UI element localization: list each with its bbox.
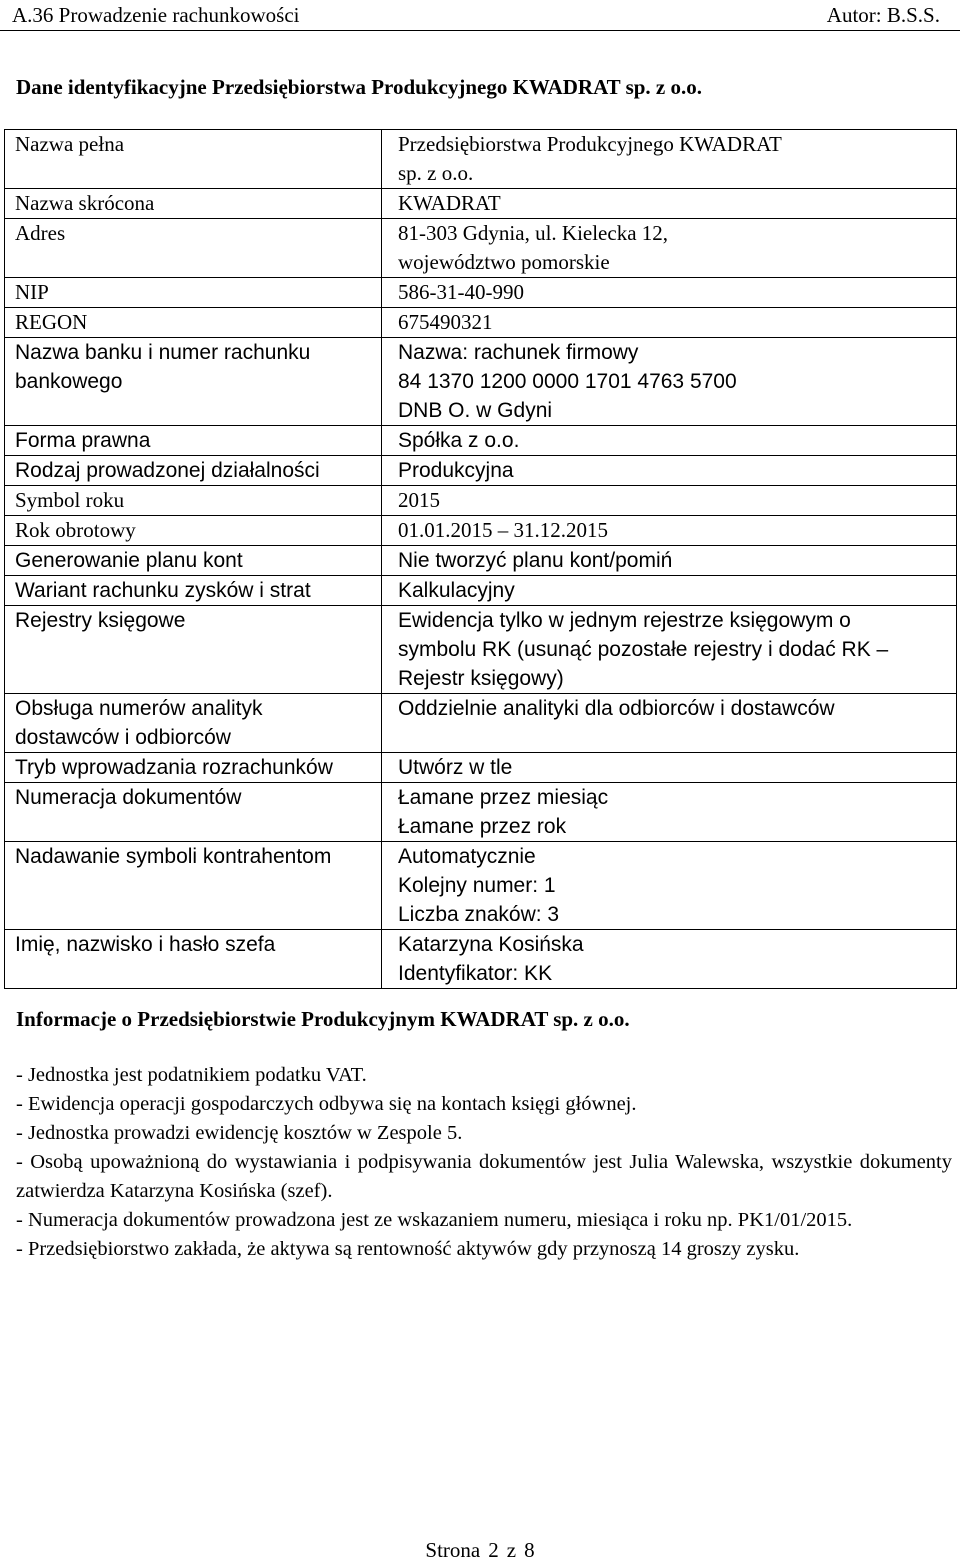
field-value: Rejestr księgowy): [398, 667, 564, 690]
field-label: Tryb wprowadzania rozrachunków: [15, 756, 333, 779]
field-label: Nazwa skrócona: [15, 191, 155, 215]
field-label-cell: [5, 219, 382, 278]
table-row: [5, 486, 957, 516]
table-row: [5, 278, 957, 308]
note-item: - Ewidencja operacji gospodarczych odbywa się na kontach księgi głównej.: [16, 1093, 637, 1115]
page-header: [0, 0, 960, 31]
note-item: - Numeracja dokumentów prowadzona jest ze wskazaniem numeru, miesiąca i roku np. PK1/01/2015.: [16, 1209, 853, 1231]
field-label-cell: [5, 516, 382, 546]
field-label-cell: [5, 694, 382, 753]
field-value-cell: [382, 308, 957, 338]
field-value-cell: [382, 694, 957, 753]
field-label: Forma prawna: [15, 429, 151, 452]
field-value: województwo pomorskie: [398, 250, 610, 274]
field-label-cell: [5, 606, 382, 694]
field-label-cell: [5, 753, 382, 783]
field-label: REGON: [15, 310, 88, 334]
note-item: - Jednostka jest podatnikiem podatku VAT.: [16, 1064, 367, 1086]
field-label-cell: [5, 486, 382, 516]
field-value: Nie tworzyć planu kont/pomiń: [398, 549, 673, 572]
field-label: Adres: [15, 221, 66, 245]
field-label: Rok obrotowy: [15, 518, 136, 542]
footer-page-word: Strona: [425, 1538, 481, 1562]
field-value: 01.01.2015 – 31.12.2015: [398, 518, 608, 542]
document-title: Dane identyfikacyjne Przedsiębiorstwa Produkcyjnego KWADRAT sp. z o.o.: [16, 75, 702, 99]
field-value: Identyfikator: KK: [398, 962, 553, 985]
field-label: Nazwa banku i numer rachunku: [15, 341, 311, 364]
notes-list: [16, 1061, 952, 1264]
field-label: Imię, nazwisko i hasło szefa: [15, 933, 276, 956]
field-label-cell: [5, 338, 382, 426]
field-label-cell: [5, 842, 382, 930]
field-label: Numeracja dokumentów: [15, 786, 242, 809]
note-item: - Osobą upoważnioną do wystawiania i podpisywania dokumentów jest Julia Walewska, wszystkie dokumenty zatwierdza Katarzyna Kosińska (szef).: [16, 1151, 952, 1202]
header-course-title: A.36 Prowadzenie rachunkowości: [12, 3, 300, 27]
field-label: Nazwa pełna: [15, 132, 125, 156]
field-value-cell: [382, 130, 957, 189]
field-label: Symbol roku: [15, 488, 125, 512]
field-value: Kalkulacyjny: [398, 579, 515, 602]
field-label-cell: [5, 783, 382, 842]
field-label: NIP: [15, 280, 49, 304]
field-label: Nadawanie symboli kontrahentom: [15, 845, 332, 868]
field-value-cell: [382, 338, 957, 426]
field-value-cell: [382, 486, 957, 516]
field-value: 84 1370 1200 0000 1701 4763 5700: [398, 370, 737, 393]
field-label: dostawców i odbiorców: [15, 726, 231, 749]
field-value: Ewidencja tylko w jednym rejestrze księgowym o: [398, 609, 851, 632]
table-row: [5, 606, 957, 694]
table-row: [5, 130, 957, 189]
field-value-cell: [382, 456, 957, 486]
table-row: [5, 219, 957, 278]
field-label-cell: [5, 130, 382, 189]
table-row: [5, 930, 957, 989]
company-data-table-body: [5, 130, 957, 989]
table-row: [5, 426, 957, 456]
field-value: KWADRAT: [398, 191, 501, 215]
field-label-cell: [5, 426, 382, 456]
field-value: Liczba znaków: 3: [398, 903, 560, 926]
field-value: Produkcyjna: [398, 459, 514, 482]
table-row: [5, 516, 957, 546]
field-value-cell: [382, 842, 957, 930]
field-label-cell: [5, 930, 382, 989]
field-label-cell: [5, 189, 382, 219]
field-value: Przedsiębiorstwa Produkcyjnego KWADRAT: [398, 132, 782, 156]
field-label-cell: [5, 308, 382, 338]
field-value: symbolu RK (usunąć pozostałe rejestry i dodać RK –: [398, 638, 889, 661]
table-row: [5, 189, 957, 219]
table-row: [5, 308, 957, 338]
footer-total-pages: 8: [524, 1538, 535, 1562]
field-value: 81-303 Gdynia, ul. Kielecka 12,: [398, 221, 669, 245]
table-row: [5, 694, 957, 753]
field-value: DNB O. w Gdyni: [398, 399, 553, 422]
field-value-cell: [382, 189, 957, 219]
field-value: Łamane przez rok: [398, 815, 567, 838]
page-footer: [0, 1536, 960, 1565]
company-data-table: [4, 129, 957, 989]
field-label-cell: [5, 278, 382, 308]
note-item: - Jednostka prowadzi ewidencję kosztów w Zespole 5.: [16, 1122, 463, 1144]
field-value: Automatycznie: [398, 845, 536, 868]
table-row: [5, 783, 957, 842]
field-value: 675490321: [398, 310, 493, 334]
section-title: Informacje o Przedsiębiorstwie Produkcyjnym KWADRAT sp. z o.o.: [16, 1007, 630, 1031]
field-value-cell: [382, 753, 957, 783]
field-label: bankowego: [15, 370, 123, 393]
field-value: Spółka z o.o.: [398, 429, 520, 452]
field-value-cell: [382, 219, 957, 278]
field-value-cell: [382, 576, 957, 606]
field-value-cell: [382, 516, 957, 546]
field-value-cell: [382, 278, 957, 308]
table-row: [5, 546, 957, 576]
field-value: Utwórz w tle: [398, 756, 513, 779]
field-value: sp. z o.o.: [398, 161, 474, 185]
field-value: 2015: [398, 488, 440, 512]
field-label: Wariant rachunku zysków i strat: [15, 579, 311, 602]
footer-of-word: z: [506, 1538, 517, 1562]
table-row: [5, 576, 957, 606]
table-row: [5, 842, 957, 930]
field-label: Generowanie planu kont: [15, 549, 243, 572]
field-value-cell: [382, 783, 957, 842]
table-row: [5, 338, 957, 426]
field-label-cell: [5, 546, 382, 576]
field-label-cell: [5, 576, 382, 606]
field-value: Oddzielnie analityki dla odbiorców i dostawców: [398, 697, 835, 720]
field-value: 586-31-40-990: [398, 280, 524, 304]
field-label: Obsługa numerów analityk: [15, 697, 263, 720]
field-value: Łamane przez miesiąc: [398, 786, 609, 809]
field-label: Rejestry księgowe: [15, 609, 186, 632]
field-value: Katarzyna Kosińska: [398, 933, 584, 956]
field-label: Rodzaj prowadzonej działalności: [15, 459, 320, 482]
field-value: Nazwa: rachunek firmowy: [398, 341, 639, 364]
table-row: [5, 753, 957, 783]
note-item: - Przedsiębiorstwo zakłada, że aktywa są rentowność aktywów gdy przynoszą 14 groszy zysku.: [16, 1238, 800, 1260]
header-author: Autor: B.S.S.: [826, 3, 940, 27]
table-row: [5, 456, 957, 486]
field-value-cell: [382, 546, 957, 576]
field-value: Kolejny numer: 1: [398, 874, 556, 897]
field-value-cell: [382, 426, 957, 456]
field-value-cell: [382, 930, 957, 989]
field-value-cell: [382, 606, 957, 694]
field-label-cell: [5, 456, 382, 486]
footer-page-number: 2: [488, 1538, 499, 1562]
